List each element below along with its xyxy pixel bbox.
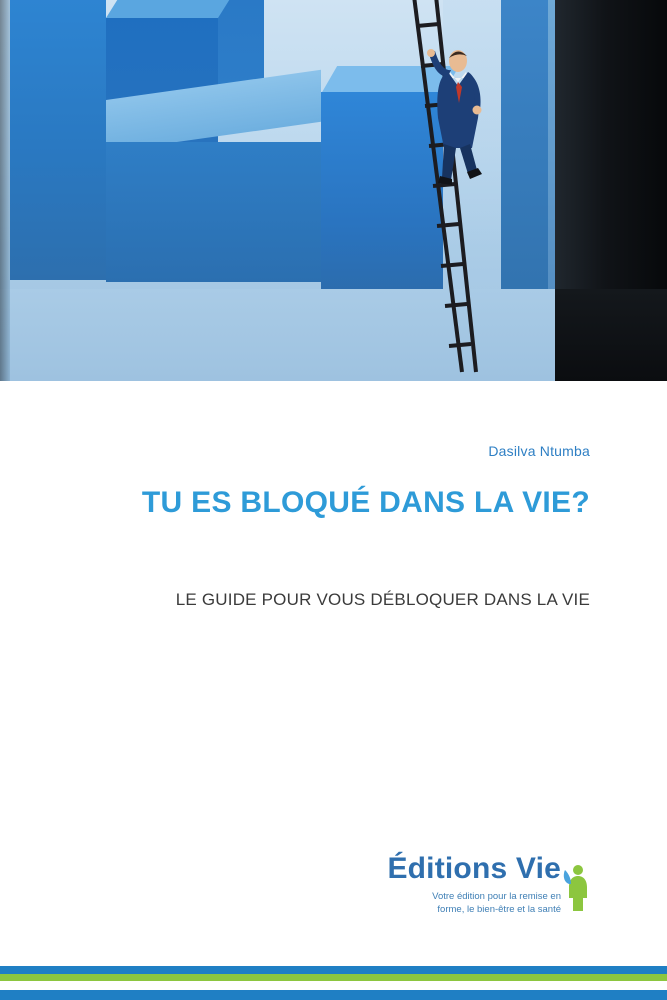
- publisher-tagline-line2: forme, le bien-être et la santé: [437, 904, 561, 915]
- publisher-logo: [339, 852, 589, 922]
- publisher-tagline-line1: Votre édition pour la remise en: [432, 891, 561, 902]
- left-edge-shade: [0, 0, 10, 381]
- publisher-name: Éditions Vie: [387, 852, 561, 885]
- publisher-tagline: [351, 890, 561, 916]
- bar-blue-bottom: [0, 990, 667, 1000]
- publisher-figure-icon: [563, 864, 589, 912]
- dark-ground-right: [555, 289, 667, 381]
- author-name: Dasilva Ntumba: [488, 443, 590, 459]
- book-title: TU ES BLOQUÉ DANS LA VIE?: [141, 486, 590, 519]
- bar-blue-top: [0, 966, 667, 974]
- block-center-front-face: [106, 142, 321, 282]
- businessman-figure-icon: [424, 48, 498, 194]
- bar-green: [0, 974, 667, 981]
- cover-illustration: [0, 0, 667, 381]
- book-subtitle: LE GUIDE POUR VOUS DÉBLOQUER DANS LA VIE: [175, 590, 590, 609]
- bar-white: [0, 981, 667, 990]
- bottom-color-bars: [0, 966, 667, 1000]
- block-left-mid-top: [106, 0, 234, 18]
- block-far-left: [10, 0, 106, 280]
